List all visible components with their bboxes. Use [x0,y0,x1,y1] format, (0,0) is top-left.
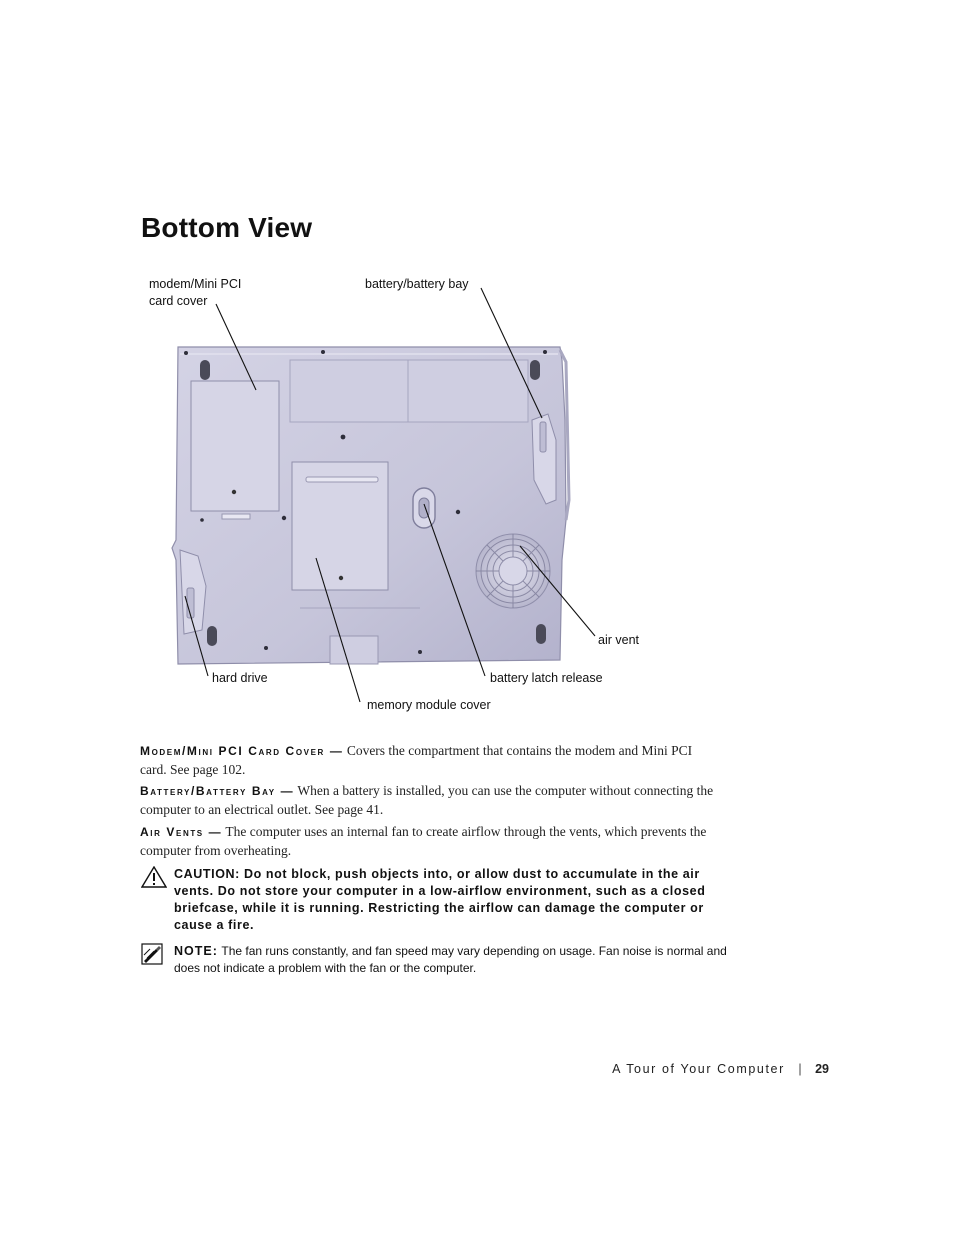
note-pencil-icon [141,943,163,965]
callout-battery-bay: battery/battery bay [365,277,469,291]
term-modem-cover: Modem/Mini PCI Card Cover — [140,744,344,758]
warning-triangle-icon [141,866,167,888]
description-battery-bay [140,782,720,818]
page-footer [612,1062,829,1076]
callout-hard-drive: hard drive [212,671,268,685]
battery-latch-release [413,488,435,528]
page-number: 29 [815,1062,829,1076]
term-battery-bay: Battery/Battery Bay — [140,784,295,798]
footer-section-title: A Tour of Your Computer [612,1062,785,1076]
text-modem-cover: Covers the compartment that contains the modem and Mini PCI card. See page 102. [140,743,693,777]
callout-memory-cover: memory module cover [367,698,491,712]
callout-air-vent: air vent [598,633,639,647]
modem-mini-pci-cover [191,381,279,519]
caution-text: CAUTION: Do not block, push objects into, or allow dust to accumulate in the air vents. Do not store your computer in a low-airflow environment, such as a closed briefcase, while it is running. Restricting the airflow can damage the computer or cause a fire. [174,867,706,932]
callout-modem-line1: modem/Mini PCI [149,277,242,291]
note-body: The fan runs constantly, and fan speed may vary depending on usage. Fan noise is normal and does not indicate a problem with the fan or the computer. [174,944,727,975]
text-air-vents: The computer uses an internal fan to create airflow through the vents, which prevents the computer from overheating. [140,824,707,858]
air-vent [476,534,550,608]
note-label: NOTE: [174,944,218,958]
footer-separator: | [798,1062,802,1076]
page-title: Bottom View [141,212,313,243]
note-text [174,943,739,977]
callout-battery-latch: battery latch release [490,671,603,685]
term-air-vents: Air Vents — [140,825,223,839]
text-battery-bay: When a battery is installed, you can use the computer without connecting the computer to an electrical outlet. See page 41. [140,783,714,817]
callout-modem-cover [149,276,241,310]
description-air-vents [140,823,720,859]
description-modem-cover [140,742,720,778]
top-panels [290,360,528,422]
callout-modem-line2: card cover [149,294,208,308]
